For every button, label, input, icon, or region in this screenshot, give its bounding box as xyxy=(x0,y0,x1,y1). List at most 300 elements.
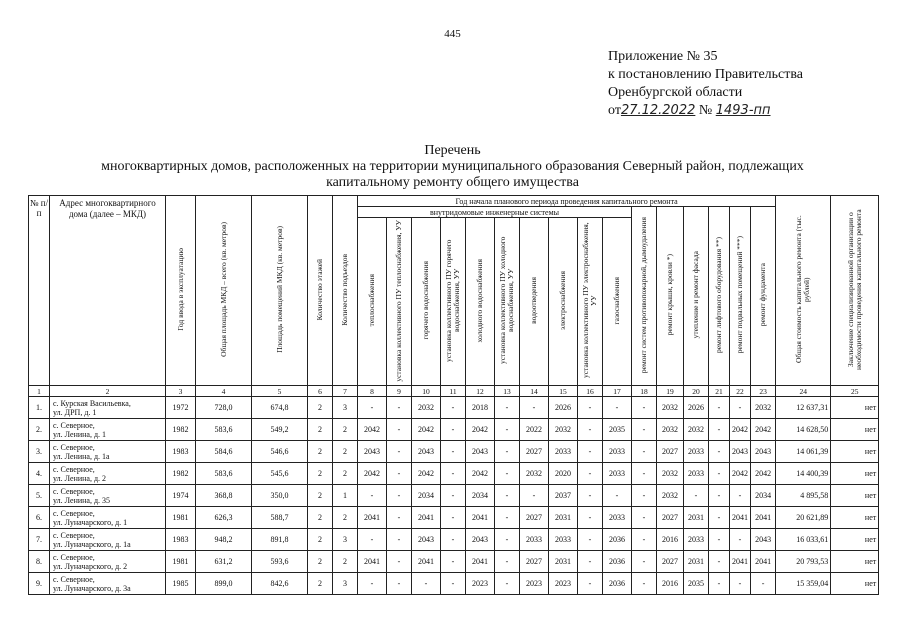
address-cell xyxy=(50,485,166,507)
cell-c16: - xyxy=(578,397,603,419)
cell-concl: нет xyxy=(831,397,879,419)
cell-c14: 2023 xyxy=(520,573,549,595)
cell-c13: - xyxy=(495,463,520,485)
cell-cost: 20 793,53 xyxy=(776,551,831,573)
cell-c19: 2027 xyxy=(657,507,684,529)
cell-c17: 2033 xyxy=(603,441,632,463)
cell-c8: 2041 xyxy=(358,507,387,529)
cell-c20: 2026 xyxy=(684,397,709,419)
cell-c21: - xyxy=(709,507,730,529)
title-line-3: капитальному ремонту общего имущества xyxy=(326,175,579,190)
cell-c10: 2034 xyxy=(412,485,441,507)
row-number: 5. xyxy=(29,485,50,507)
cell-c12: 2034 xyxy=(466,485,495,507)
cell-year: 1974 xyxy=(166,485,196,507)
cell-c10: 2032 xyxy=(412,397,441,419)
cell-prem: 549,2 xyxy=(252,419,308,441)
cell-c21: - xyxy=(709,529,730,551)
address-line-2: ул. Луначарского, д. 2 xyxy=(53,561,128,571)
cell-c16: - xyxy=(578,485,603,507)
row-number: 4. xyxy=(29,463,50,485)
cell-c15: 2033 xyxy=(549,529,578,551)
cell-c12: 2041 xyxy=(466,507,495,529)
column-number: 9 xyxy=(387,386,412,397)
cell-c15: 2023 xyxy=(549,573,578,595)
cell-c11: - xyxy=(441,419,466,441)
cell-ent: 1 xyxy=(333,485,358,507)
cell-floors: 2 xyxy=(308,573,333,595)
cell-c17: - xyxy=(603,485,632,507)
document-title xyxy=(0,143,905,191)
header-facade: утепление и ремонт фасада xyxy=(684,207,709,386)
cell-concl: нет xyxy=(831,529,879,551)
cell-total: 631,2 xyxy=(196,551,252,573)
cell-c8: 2043 xyxy=(358,441,387,463)
cell-c8: - xyxy=(358,573,387,595)
cell-c12: 2043 xyxy=(466,529,495,551)
header-total-area: Общая площадь МКД – всего (кв. метров) xyxy=(196,196,252,386)
cell-c22: 2042 xyxy=(730,419,751,441)
cell-concl: нет xyxy=(831,507,879,529)
table-row xyxy=(29,507,879,529)
cell-c13: - xyxy=(495,485,520,507)
number-prefix: № xyxy=(698,103,713,118)
table-row xyxy=(29,441,879,463)
cell-c16: - xyxy=(578,529,603,551)
handwritten-number: 1493-пп xyxy=(715,103,771,118)
cell-c20: 2033 xyxy=(684,463,709,485)
address-line-1: с. Северное, xyxy=(53,420,95,430)
cell-concl: нет xyxy=(831,551,879,573)
cell-c22: - xyxy=(730,397,751,419)
cell-c14: - xyxy=(520,485,549,507)
cell-prem: 588,7 xyxy=(252,507,308,529)
cell-c17: 2036 xyxy=(603,551,632,573)
cell-c14: - xyxy=(520,397,549,419)
column-number: 19 xyxy=(657,386,684,397)
cell-c12: 2042 xyxy=(466,419,495,441)
column-number: 21 xyxy=(709,386,730,397)
cell-c12: 2023 xyxy=(466,573,495,595)
cell-ent: 2 xyxy=(333,419,358,441)
header-heat-meter: установка коллективного ПУ теплоснабжения, УУ xyxy=(387,218,412,386)
cell-c14: 2032 xyxy=(520,463,549,485)
cell-c23: 2034 xyxy=(751,485,776,507)
cell-c8: - xyxy=(358,529,387,551)
header-cold-water-meter: установка коллективного ПУ холодного водоснабжения, УУ xyxy=(495,218,520,386)
cell-c11: - xyxy=(441,507,466,529)
header-foundation: ремонт фундамента xyxy=(751,207,776,386)
cell-total: 583,6 xyxy=(196,419,252,441)
cell-c13: - xyxy=(495,397,520,419)
cell-ent: 3 xyxy=(333,573,358,595)
date-prefix: от xyxy=(608,103,621,118)
appendix-line-3: Оренбургской области xyxy=(608,85,743,100)
row-number: 2. xyxy=(29,419,50,441)
cell-year: 1982 xyxy=(166,463,196,485)
cell-c21: - xyxy=(709,441,730,463)
cell-c9: - xyxy=(387,507,412,529)
column-number: 14 xyxy=(520,386,549,397)
cell-c23: 2032 xyxy=(751,397,776,419)
address-line-2: ул. Ленина, д. 1а xyxy=(53,451,110,461)
column-number: 6 xyxy=(308,386,333,397)
cell-c12: 2041 xyxy=(466,551,495,573)
header-premises-area: Площадь помещений МКД (кв. метров) xyxy=(252,196,308,386)
cell-c15: 2033 xyxy=(549,441,578,463)
cell-c23: 2043 xyxy=(751,441,776,463)
header-hot-water-meter: установка коллективного ПУ горячего водоснабжения, УУ xyxy=(441,218,466,386)
cell-c22: - xyxy=(730,573,751,595)
cell-c22: 2043 xyxy=(730,441,751,463)
cell-c10: 2043 xyxy=(412,441,441,463)
row-number: 8. xyxy=(29,551,50,573)
address-line-2: ул. Луначарского, д. 1 xyxy=(53,517,128,527)
address-line-2: ул. ДРП, д. 1 xyxy=(53,407,97,417)
cell-c14: 2027 xyxy=(520,551,549,573)
address-cell xyxy=(50,573,166,595)
cell-c21: - xyxy=(709,573,730,595)
cell-total: 584,6 xyxy=(196,441,252,463)
header-cost: Общая стоимость капитального ремонта (тыс. рублей) xyxy=(776,196,831,386)
table-row xyxy=(29,397,879,419)
cell-c18: - xyxy=(632,551,657,573)
cell-c20: 2033 xyxy=(684,529,709,551)
column-number: 12 xyxy=(466,386,495,397)
appendix-line-2: к постановлению Правительства xyxy=(608,67,804,82)
cell-c13: - xyxy=(495,441,520,463)
cell-year: 1981 xyxy=(166,507,196,529)
cell-c19: 2032 xyxy=(657,485,684,507)
cell-c18: - xyxy=(632,419,657,441)
cell-floors: 2 xyxy=(308,485,333,507)
cell-c21: - xyxy=(709,397,730,419)
cell-total: 728,0 xyxy=(196,397,252,419)
cell-total: 948,2 xyxy=(196,529,252,551)
column-number: 3 xyxy=(166,386,196,397)
cell-c16: - xyxy=(578,507,603,529)
address-cell xyxy=(50,441,166,463)
cell-c15: 2026 xyxy=(549,397,578,419)
cell-c14: 2033 xyxy=(520,529,549,551)
cell-prem: 546,6 xyxy=(252,441,308,463)
address-line-1: с. Северное, xyxy=(53,464,95,474)
cell-c17: 2035 xyxy=(603,419,632,441)
header-elevator: ремонт лифтового оборудования **) xyxy=(709,207,730,386)
column-number: 13 xyxy=(495,386,520,397)
cell-c10: 2042 xyxy=(412,463,441,485)
column-number: 8 xyxy=(358,386,387,397)
cell-cost: 12 637,31 xyxy=(776,397,831,419)
cell-c22: 2041 xyxy=(730,507,751,529)
address-line-1: с. Северное, xyxy=(53,486,95,496)
cell-c8: - xyxy=(358,485,387,507)
cell-total: 899,0 xyxy=(196,573,252,595)
cell-c9: - xyxy=(387,551,412,573)
cell-c11: - xyxy=(441,551,466,573)
column-number: 1 xyxy=(29,386,50,397)
cell-c19: 2032 xyxy=(657,419,684,441)
cell-total: 368,8 xyxy=(196,485,252,507)
table-body xyxy=(29,386,879,595)
address-cell xyxy=(50,529,166,551)
cell-prem: 593,6 xyxy=(252,551,308,573)
header-floors: Количество этажей xyxy=(308,196,333,386)
cell-c20: - xyxy=(684,485,709,507)
cell-c9: - xyxy=(387,573,412,595)
cell-c22: 2042 xyxy=(730,463,751,485)
address-line-2: ул. Ленина, д. 2 xyxy=(53,473,107,483)
row-number: 6. xyxy=(29,507,50,529)
cell-floors: 2 xyxy=(308,463,333,485)
address-line-2: ул. Луначарского, д. 1а xyxy=(53,539,131,549)
address-line-2: ул. Луначарского, д. 3а xyxy=(53,583,131,593)
column-number: 4 xyxy=(196,386,252,397)
cell-cost: 14 400,39 xyxy=(776,463,831,485)
cell-c23: 2043 xyxy=(751,529,776,551)
cell-c19: 2027 xyxy=(657,551,684,573)
cell-year: 1982 xyxy=(166,419,196,441)
repair-table xyxy=(28,195,879,595)
table-row xyxy=(29,463,879,485)
cell-c17: 2033 xyxy=(603,463,632,485)
cell-cost: 14 061,39 xyxy=(776,441,831,463)
cell-concl: нет xyxy=(831,573,879,595)
cell-c10: 2041 xyxy=(412,551,441,573)
title-line-2: многоквартирных домов, расположенных на территории муниципального образования Северный район, подлежащих xyxy=(101,159,804,174)
cell-c23: 2042 xyxy=(751,419,776,441)
cell-c12: 2018 xyxy=(466,397,495,419)
cell-year: 1983 xyxy=(166,529,196,551)
cell-c19: 2032 xyxy=(657,397,684,419)
cell-c23: 2041 xyxy=(751,551,776,573)
cell-c8: - xyxy=(358,397,387,419)
cell-cost: 4 895,58 xyxy=(776,485,831,507)
header-basement: ремонт подвальных помещений ***) xyxy=(730,207,751,386)
cell-c20: 2031 xyxy=(684,507,709,529)
cell-c21: - xyxy=(709,551,730,573)
cell-c13: - xyxy=(495,419,520,441)
cell-c10: - xyxy=(412,573,441,595)
row-number: 7. xyxy=(29,529,50,551)
cell-ent: 3 xyxy=(333,397,358,419)
table-row xyxy=(29,529,879,551)
cell-floors: 2 xyxy=(308,441,333,463)
address-cell xyxy=(50,419,166,441)
cell-year: 1981 xyxy=(166,551,196,573)
address-cell xyxy=(50,397,166,419)
appendix-date-line xyxy=(608,102,898,120)
cell-cost: 15 359,04 xyxy=(776,573,831,595)
cell-c13: - xyxy=(495,573,520,595)
cell-c10: 2042 xyxy=(412,419,441,441)
cell-c16: - xyxy=(578,419,603,441)
address-cell xyxy=(50,507,166,529)
address-line-1: с. Северное, xyxy=(53,574,95,584)
cell-prem: 891,8 xyxy=(252,529,308,551)
header-num: № п/п xyxy=(29,196,50,386)
cell-c16: - xyxy=(578,441,603,463)
cell-c9: - xyxy=(387,397,412,419)
address-line-1: с. Курская Васильевка, xyxy=(53,398,131,408)
cell-c8: 2042 xyxy=(358,463,387,485)
cell-c19: 2016 xyxy=(657,529,684,551)
cell-concl: нет xyxy=(831,419,879,441)
column-number: 18 xyxy=(632,386,657,397)
address-line-1: с. Северное, xyxy=(53,508,95,518)
cell-cost: 16 033,61 xyxy=(776,529,831,551)
column-number: 2 xyxy=(50,386,166,397)
header-electric-meter: установка коллективного ПУ электроснабжения, УУ xyxy=(578,218,603,386)
cell-concl: нет xyxy=(831,485,879,507)
cell-c14: 2022 xyxy=(520,419,549,441)
column-number: 5 xyxy=(252,386,308,397)
cell-c20: 2032 xyxy=(684,419,709,441)
cell-c9: - xyxy=(387,529,412,551)
header-entrances: Количество подъездов xyxy=(333,196,358,386)
column-number: 16 xyxy=(578,386,603,397)
address-cell xyxy=(50,551,166,573)
cell-floors: 2 xyxy=(308,419,333,441)
table-row xyxy=(29,485,879,507)
cell-floors: 2 xyxy=(308,551,333,573)
cell-c13: - xyxy=(495,507,520,529)
cell-c15: 2031 xyxy=(549,551,578,573)
cell-c11: - xyxy=(441,397,466,419)
column-number: 10 xyxy=(412,386,441,397)
cell-c10: 2041 xyxy=(412,507,441,529)
cell-c23: 2042 xyxy=(751,463,776,485)
column-number: 22 xyxy=(730,386,751,397)
address-cell xyxy=(50,463,166,485)
cell-c17: - xyxy=(603,397,632,419)
row-number: 3. xyxy=(29,441,50,463)
cell-ent: 2 xyxy=(333,441,358,463)
column-number: 11 xyxy=(441,386,466,397)
cell-c18: - xyxy=(632,485,657,507)
handwritten-date: 27.12.2022 xyxy=(620,103,696,118)
cell-total: 626,3 xyxy=(196,507,252,529)
cell-c15: 2037 xyxy=(549,485,578,507)
cell-total: 583,6 xyxy=(196,463,252,485)
cell-c20: 2033 xyxy=(684,441,709,463)
cell-floors: 2 xyxy=(308,397,333,419)
cell-year: 1983 xyxy=(166,441,196,463)
cell-c15: 2032 xyxy=(549,419,578,441)
cell-c15: 2031 xyxy=(549,507,578,529)
column-number: 23 xyxy=(751,386,776,397)
column-number: 20 xyxy=(684,386,709,397)
address-line-2: ул. Ленина, д. 1 xyxy=(53,429,107,439)
cell-c20: 2035 xyxy=(684,573,709,595)
header-fire: ремонт систем противопожарной, дымоудаления xyxy=(632,207,657,386)
cell-c12: 2043 xyxy=(466,441,495,463)
cell-c23: - xyxy=(751,573,776,595)
cell-c17: 2036 xyxy=(603,529,632,551)
cell-c16: - xyxy=(578,573,603,595)
cell-c18: - xyxy=(632,529,657,551)
appendix-block xyxy=(608,48,898,120)
cell-c23: 2041 xyxy=(751,507,776,529)
cell-floors: 2 xyxy=(308,529,333,551)
cell-year: 1972 xyxy=(166,397,196,419)
cell-c8: 2042 xyxy=(358,419,387,441)
cell-c21: - xyxy=(709,485,730,507)
header-sewer: водоотведения xyxy=(520,218,549,386)
column-number: 25 xyxy=(831,386,879,397)
cell-c18: - xyxy=(632,463,657,485)
header-year: Год ввода в эксплуатацию xyxy=(166,196,196,386)
cell-c19: 2027 xyxy=(657,441,684,463)
cell-c16: - xyxy=(578,463,603,485)
cell-cost: 20 621,89 xyxy=(776,507,831,529)
header-address: Адрес многоквартирного дома (далее – МКД) xyxy=(50,196,166,386)
cell-c9: - xyxy=(387,485,412,507)
page-number: 445 xyxy=(444,28,461,40)
cell-c9: - xyxy=(387,463,412,485)
cell-c11: - xyxy=(441,463,466,485)
cell-c15: 2020 xyxy=(549,463,578,485)
cell-c16: - xyxy=(578,551,603,573)
cell-cost: 14 628,50 xyxy=(776,419,831,441)
header-systems-group: внутридомовые инженерные системы xyxy=(358,207,632,218)
cell-c18: - xyxy=(632,573,657,595)
cell-c17: 2033 xyxy=(603,507,632,529)
cell-ent: 2 xyxy=(333,507,358,529)
table-row xyxy=(29,573,879,595)
address-line-1: с. Северное, xyxy=(53,530,95,540)
cell-concl: нет xyxy=(831,441,879,463)
column-number-row xyxy=(29,386,879,397)
cell-c18: - xyxy=(632,397,657,419)
cell-c22: 2041 xyxy=(730,551,751,573)
cell-c10: 2043 xyxy=(412,529,441,551)
header-hot-water: горячего водоснабжения xyxy=(412,218,441,386)
header-electric: электроснабжения xyxy=(549,218,578,386)
cell-c8: 2041 xyxy=(358,551,387,573)
cell-ent: 3 xyxy=(333,529,358,551)
column-number: 7 xyxy=(333,386,358,397)
cell-prem: 545,6 xyxy=(252,463,308,485)
header-cold-water: холодного водоснабжения xyxy=(466,218,495,386)
cell-ent: 2 xyxy=(333,551,358,573)
appendix-line-1: Приложение № 35 xyxy=(608,49,718,64)
cell-c12: 2042 xyxy=(466,463,495,485)
row-number: 9. xyxy=(29,573,50,595)
cell-c21: - xyxy=(709,463,730,485)
cell-c13: - xyxy=(495,551,520,573)
cell-prem: 842,6 xyxy=(252,573,308,595)
cell-c11: - xyxy=(441,529,466,551)
column-number: 17 xyxy=(603,386,632,397)
cell-floors: 2 xyxy=(308,507,333,529)
cell-c9: - xyxy=(387,441,412,463)
cell-year: 1985 xyxy=(166,573,196,595)
cell-prem: 674,8 xyxy=(252,397,308,419)
address-line-1: с. Северное, xyxy=(53,442,95,452)
cell-c18: - xyxy=(632,441,657,463)
cell-c14: 2027 xyxy=(520,441,549,463)
header-roof: ремонт крыши, кровли *) xyxy=(657,207,684,386)
cell-c11: - xyxy=(441,441,466,463)
cell-c19: 2016 xyxy=(657,573,684,595)
cell-concl: нет xyxy=(831,463,879,485)
cell-c22: - xyxy=(730,485,751,507)
cell-c19: 2032 xyxy=(657,463,684,485)
cell-c18: - xyxy=(632,507,657,529)
header-conclusion: Заключение специализированной организации о необходимости проведения капитального ремонта xyxy=(831,196,879,386)
title-line-1: Перечень xyxy=(424,143,481,158)
